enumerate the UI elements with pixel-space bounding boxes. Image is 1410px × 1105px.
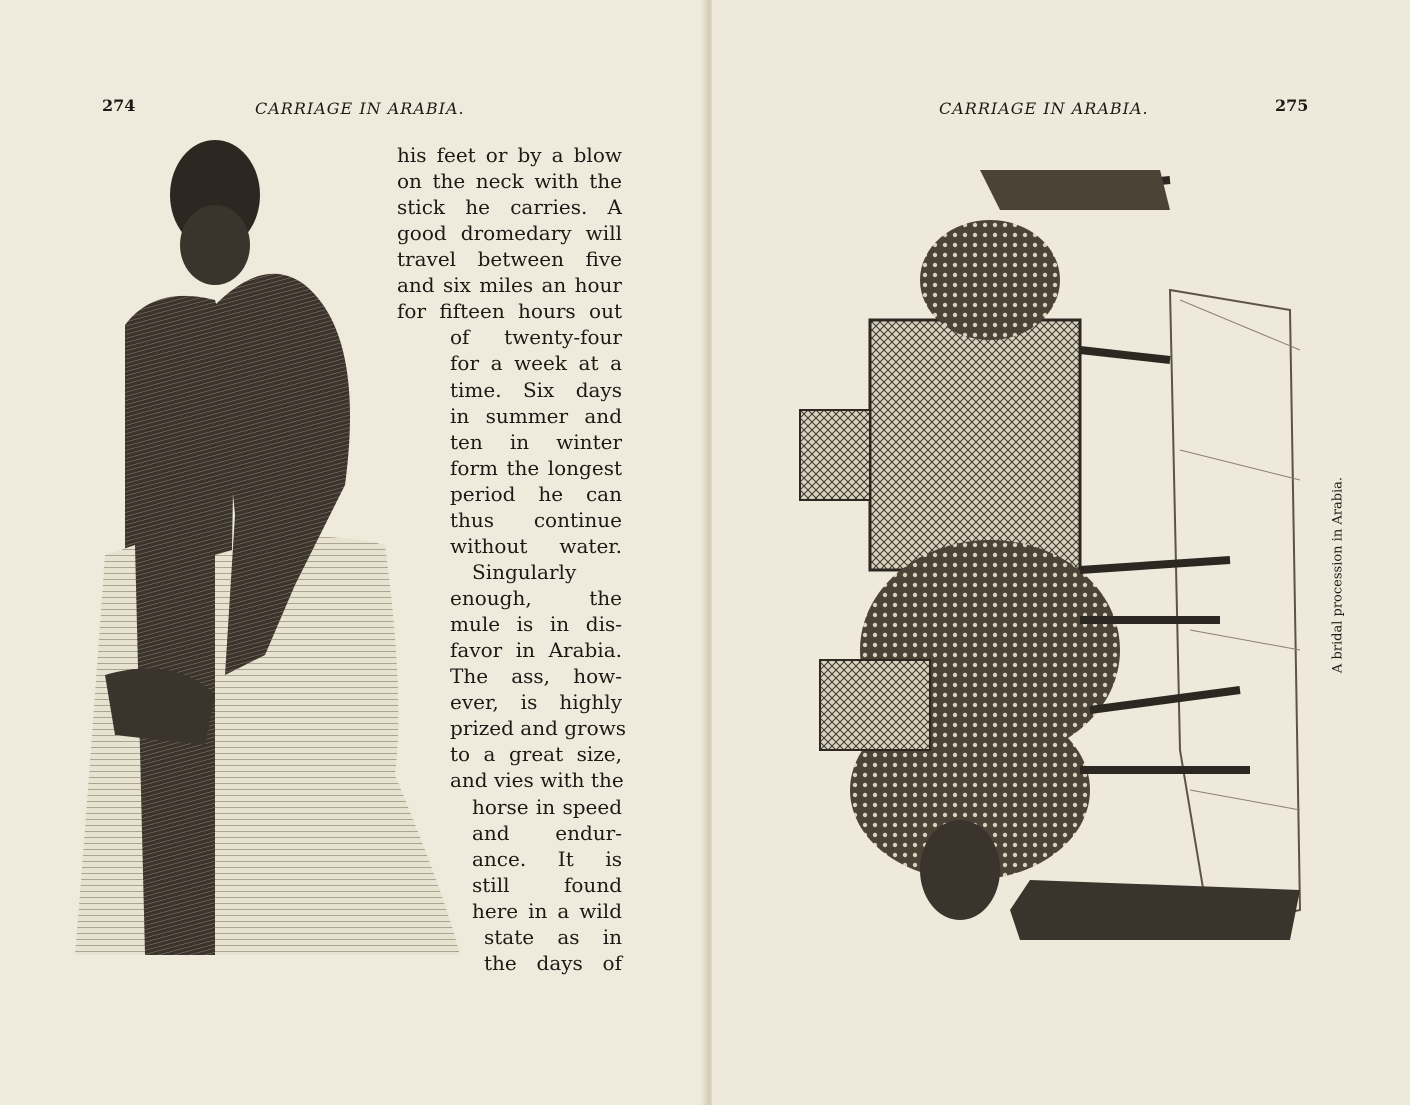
text-line-content: and six miles an hour [397, 273, 622, 298]
text-line [484, 924, 622, 950]
text-line-content: period he can [450, 481, 622, 506]
text-line-content: his feet or by a blow [397, 143, 622, 167]
text-line-content: of twenty-four [450, 325, 622, 350]
text-line [450, 689, 622, 715]
text-line-content: enough, the [450, 586, 622, 611]
text-line [472, 820, 622, 846]
text-line-content: and endur- [472, 820, 622, 845]
text-line-content: ance. It is [472, 846, 622, 871]
text-line-content: stick he carries. A [397, 195, 622, 220]
text-line [450, 324, 622, 350]
illustration-caption: A bridal procession in Arabia. [1330, 476, 1346, 674]
text-line-content: and vies with the [450, 768, 624, 793]
text-line [397, 272, 622, 298]
text-line-content: ever, is highly [450, 690, 622, 715]
text-line-content: form the longest [450, 455, 622, 480]
text-line [450, 403, 622, 429]
text-line [472, 559, 622, 585]
text-line-content: in summer and [450, 403, 622, 428]
text-line [450, 377, 622, 403]
text-line-content: for a week at a [450, 351, 622, 376]
text-line-content: The ass, how- [450, 664, 622, 689]
text-line [397, 194, 622, 220]
text-line [450, 350, 622, 376]
text-line-content: horse in speed [472, 794, 622, 819]
text-line [450, 715, 627, 741]
text-line [472, 846, 622, 872]
text-line-content: state as in [484, 924, 622, 949]
text-line [472, 872, 622, 898]
text-line [397, 220, 622, 246]
page-number-right: 275 [1275, 96, 1309, 115]
text-line-content: time. Six days [450, 377, 622, 402]
text-line [472, 794, 622, 820]
page-number-left: 274 [102, 96, 136, 115]
text-line [450, 611, 622, 637]
text-line-content: prized and grows [450, 716, 627, 741]
text-line [450, 455, 622, 481]
running-head-right: CARRIAGE IN ARABIA. [939, 99, 1149, 118]
text-line-content: thus continue [450, 507, 622, 532]
text-line-content: ten in winter [450, 429, 622, 454]
engraving-bridal-procession [740, 150, 1320, 960]
text-line-content: Singularly [472, 559, 577, 584]
text-line [450, 637, 622, 663]
text-line [450, 585, 622, 611]
text-line [450, 533, 622, 559]
text-line [397, 142, 622, 168]
running-head-left: CARRIAGE IN ARABIA. [255, 99, 465, 118]
text-line [397, 168, 622, 194]
text-line [397, 246, 622, 272]
text-line-content: to a great size, [450, 742, 622, 767]
text-line-content: good dromedary will [397, 221, 622, 246]
text-line-content: for fifteen hours out [397, 299, 622, 324]
text-line [450, 767, 622, 793]
text-line-content: travel between five [397, 247, 622, 272]
text-line [397, 298, 622, 324]
text-line [450, 481, 622, 507]
text-line [450, 663, 622, 689]
text-line [484, 950, 622, 976]
text-line-content: still found [472, 872, 622, 897]
text-line-content: mule is in dis- [450, 612, 622, 637]
text-line-content: the days of [484, 950, 622, 975]
text-line-content: without water. [450, 533, 622, 558]
text-line-content: favor in Arabia. [450, 638, 622, 663]
text-line-content: on the neck with the [397, 169, 622, 194]
text-line [450, 507, 622, 533]
text-line [450, 429, 622, 455]
text-line [472, 898, 622, 924]
text-line-content: here in a wild [472, 898, 622, 923]
text-line [450, 741, 622, 767]
